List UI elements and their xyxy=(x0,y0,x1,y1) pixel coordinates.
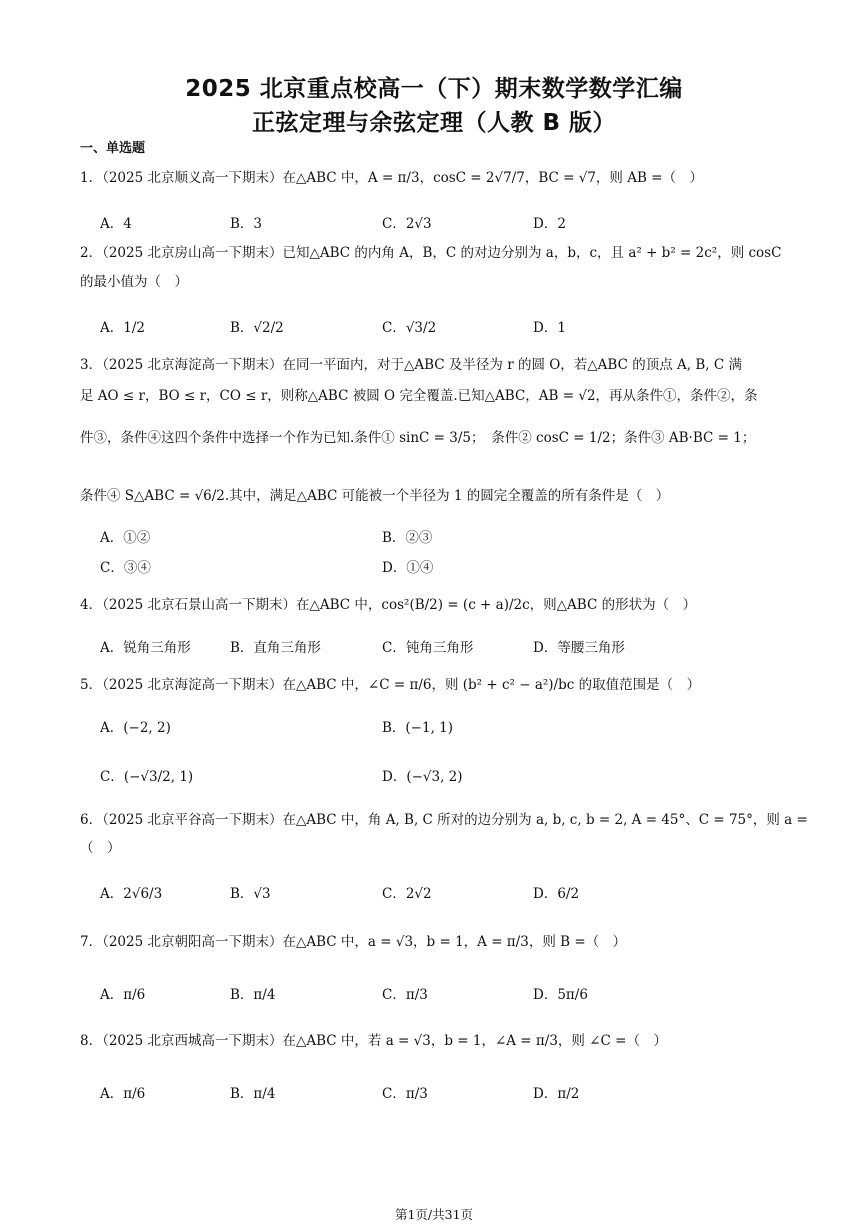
question-5-option-d: D．(−√3, 2) xyxy=(382,769,463,785)
question-3-option-b: B．②③ xyxy=(382,530,433,546)
question-5-option-a: A．(−2, 2) xyxy=(100,720,171,736)
question-8-option-c: C．π/3 xyxy=(382,1086,428,1102)
document-title-line-1: 2025 北京重点校高一（下）期末数学数学汇编 xyxy=(185,76,683,102)
question-6-option-b: B．√3 xyxy=(230,886,271,902)
question-1-option-a: A．4 xyxy=(100,216,132,232)
question-8-option-d: D．π/2 xyxy=(533,1086,580,1102)
question-3-option-c: C．③④ xyxy=(100,560,151,576)
section-heading: 一、单选题 xyxy=(80,141,146,156)
question-5-option-b: B．(−1, 1) xyxy=(382,720,454,736)
question-5-stem: 5．（2025 北京海淀高一下期末）在△ABC 中，∠C = π/6，则 (b² + c² − a²)/bc 的取值范围是（ ） xyxy=(80,677,701,693)
question-2-option-b: B．√2/2 xyxy=(230,320,284,336)
question-1-option-d: D．2 xyxy=(533,216,566,232)
question-3-stem-line-2: 足 AO ≤ r，BO ≤ r，CO ≤ r，则称△ABC 被圆 O 完全覆盖.已知△ABC，AB = √2，再从条件①，条件②，条 xyxy=(80,388,758,404)
question-8-stem: 8．（2025 北京西城高一下期末）在△ABC 中，若 a = √3，b = 1，∠A = π/3，则 ∠C =（ ） xyxy=(80,1033,667,1049)
question-2-stem-line-2: 的最小值为（ ） xyxy=(80,274,188,290)
question-6-option-c: C．2√2 xyxy=(382,886,432,902)
question-3-option-a: A．①② xyxy=(100,530,151,546)
question-1-option-b: B．3 xyxy=(230,216,263,232)
question-7-option-c: C．π/3 xyxy=(382,987,428,1003)
page-number-footer: 第1页/共31页 xyxy=(394,1207,474,1222)
question-7-option-b: B．π/4 xyxy=(230,987,276,1003)
question-3-stem-line-3: 件③，条件④这四个条件中选择一个作为已知.条件① sinC = 3/5； 条件② cosC = 1/2；条件③ AB·BC = 1； xyxy=(80,430,756,446)
question-4-option-d: D．等腰三角形 xyxy=(533,640,625,656)
question-1-stem: 1．（2025 北京顺义高一下期末）在△ABC 中，A = π/3，cosC = 2√7/7，BC = √7，则 AB =（ ） xyxy=(80,170,703,186)
question-6-stem-line-2: （ ） xyxy=(80,840,121,856)
question-6-option-a: A．2√6/3 xyxy=(100,886,163,902)
question-4-option-c: C．钝角三角形 xyxy=(382,640,474,656)
question-7-stem: 7．（2025 北京朝阳高一下期末）在△ABC 中，a = √3，b = 1，A = π/3，则 B =（ ） xyxy=(80,934,627,950)
question-6-stem-line-1: 6．（2025 北京平谷高一下期末）在△ABC 中，角 A, B, C 所对的边分别为 a, b, c, b = 2, A = 45°、C = 75°，则 a = xyxy=(80,812,808,828)
question-3-stem-line-4: 条件④ S△ABC = √6/2.其中，满足△ABC 可能被一个半径为 1 的圆完全覆盖的所有条件是（ ） xyxy=(80,488,670,504)
question-2-option-a: A．1/2 xyxy=(100,320,145,336)
question-4-stem: 4．（2025 北京石景山高一下期末）在△ABC 中，cos²(B/2) = (c + a)/2c，则△ABC 的形状为（ ） xyxy=(80,597,697,613)
question-5-option-c: C．(−√3/2, 1) xyxy=(100,769,194,785)
question-8-option-b: B．π/4 xyxy=(230,1086,276,1102)
question-2-option-d: D．1 xyxy=(533,320,566,336)
question-1-option-c: C．2√3 xyxy=(382,216,432,232)
question-3-option-d: D．①④ xyxy=(382,560,434,576)
question-6-option-d: D．6/2 xyxy=(533,886,580,902)
question-4-option-a: A．锐角三角形 xyxy=(100,640,191,656)
document-title-line-2: 正弦定理与余弦定理（人教 B 版） xyxy=(251,110,617,136)
question-2-option-c: C．√3/2 xyxy=(382,320,437,336)
question-3-stem-line-1: 3．（2025 北京海淀高一下期末）在同一平面内，对于△ABC 及半径为 r 的圆 O，若△ABC 的顶点 A, B, C 满 xyxy=(80,357,742,373)
question-8-option-a: A．π/6 xyxy=(100,1086,146,1102)
question-7-option-d: D．5π/6 xyxy=(533,987,588,1003)
question-7-option-a: A．π/6 xyxy=(100,987,146,1003)
question-2-stem-line-1: 2．（2025 北京房山高一下期末）已知△ABC 的内角 A，B，C 的对边分别为 a，b，c，且 a² + b² = 2c²，则 cosC xyxy=(80,245,782,261)
question-4-option-b: B．直角三角形 xyxy=(230,640,321,656)
